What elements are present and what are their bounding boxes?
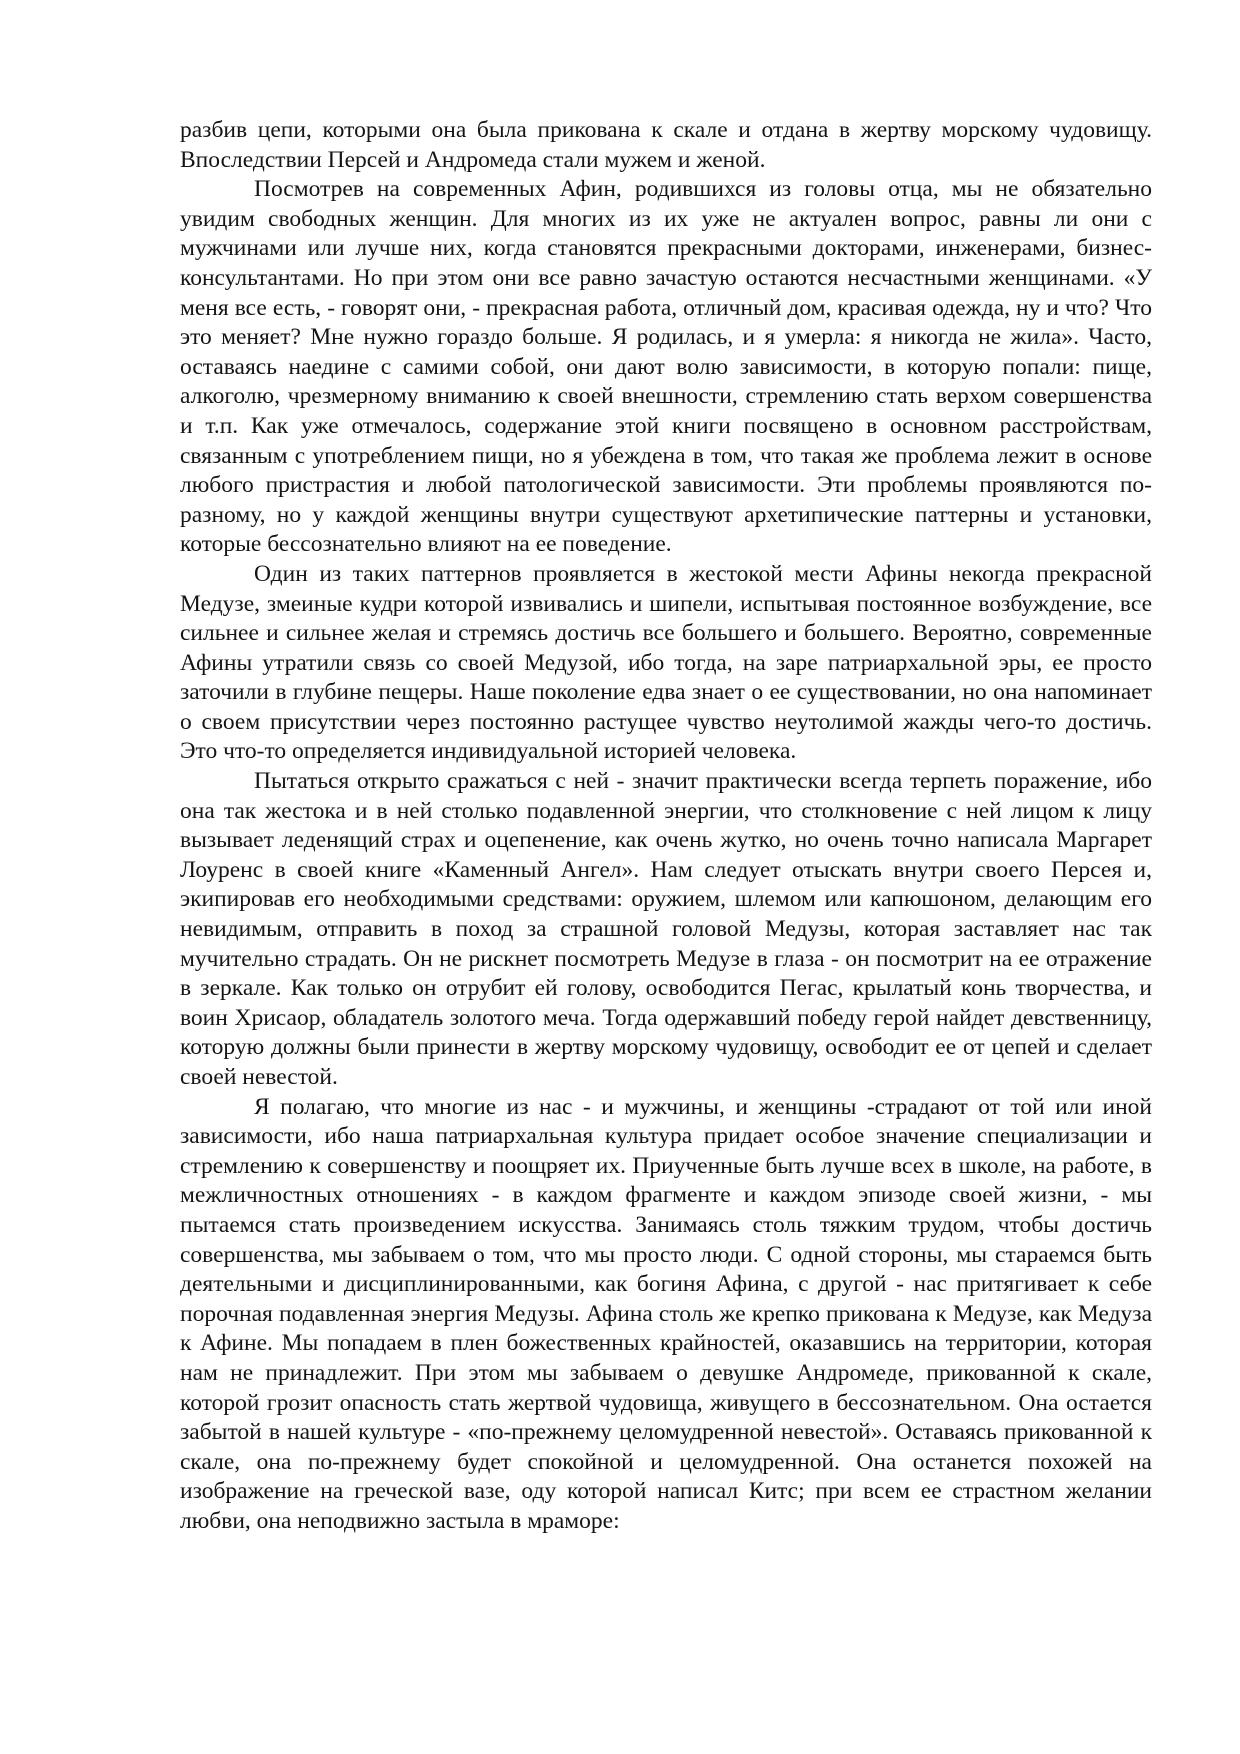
paragraph: Один из таких паттернов проявляется в жестокой мести Афины некогда прекрасной Медузе, змеиные кудри которой извивались и шипели, испытывая постоянное возбуждение, все сильнее и сильнее желая и стремясь достичь все большего и большего. Вероятно, современные Афины утратили связь со своей Медузой, ибо тогда, на заре патриархальной эры, ее просто заточили в глубине пещеры. Наше поколение едва знает о ее существовании, но она напоминает о своем присутствии через постоянно растущее чувство неутолимой жажды чего-то достичь. Это что-то определяется индивидуальной историей человека. xyxy=(180,560,1152,765)
paragraph-continuation: разбив цепи, которыми она была прикована к скале и отдана в жертву морскому чудовищу. Впоследствии Персей и Андромеда стали мужем и женой. xyxy=(180,117,1152,173)
body-text xyxy=(180,116,1152,1537)
paragraph: Посмотрев на современных Афин, родившихся из головы отца, мы не обязательно увидим свободных женщин. Для многих из их уже не актуален вопрос, равны ли они с мужчинами или лучше них, когда становятся прекрасными докторами, инженерами, бизнес-консультантами. Но при этом они все равно зачастую остаются несчастными женщинами. «У меня все есть, - говорят они, - прекрасная работа, отличный дом, красивая одежда, ну и что? Что это меняет? Мне нужно гораздо больше. Я родилась, и я умерла: я никогда не жила». Часто, оставаясь наедине с самими собой, они дают волю зависимости, в которую попали: пище, алкоголю, чрезмерному вниманию к своей внешности, стремлению стать верхом совершенства и т.п. Как уже отмечалось, содержание этой книги посвящено в основном расстройствам, связанным с употреблением пищи, но я убеждена в том, что такая же проблема лежит в основе любого пристрастия и любой патологической зависимости. Эти проблемы проявляются по-разному, но у каждой женщины внутри существуют архетипические паттерны и установки, которые бессознательно влияют на ее поведение. xyxy=(180,176,1152,558)
paragraph: Пытаться открыто сражаться с ней - значит практически всегда терпеть поражение, ибо она так жестока и в ней столько подавленной энергии, что столкновение с ней лицом к лицу вызывает леденящий страх и оцепенение, как очень жутко, но очень точно написала Маргарет Лоуренс в своей книге «Каменный Ангел». Нам следует отыскать внутри своего Персея и, экипировав его необходимыми средствами: оружием, шлемом или капюшоном, делающим его невидимым, отправить в поход за страшной головой Медузы, которая заставляет нас так мучительно страдать. Он не рискнет посмотреть Медузе в глаза - он посмотрит на ее отражение в зеркале. Как только он отрубит ей голову, освободится Пегас, крылатый конь творчества, и воин Хрисаор, обладатель золотого меча. Тогда одержавший победу герой найдет девственницу, которую должны были принести в жертву морскому чудовищу, освободит ее от цепей и сделает своей невестой. xyxy=(180,768,1152,1090)
paragraph: Я полагаю, что многие из нас - и мужчины, и женщины -страдают от той или иной зависимости, ибо наша патриархальная культура придает особое значение специализации и стремлению к совершенству и поощряет их. Приученные быть лучше всех в школе, на работе, в межличностных отношениях - в каждом фрагменте и каждом эпизоде своей жизни, - мы пытаемся стать произведением искусства. Занимаясь столь тяжким трудом, чтобы достичь совершенства, мы забываем о том, что мы просто люди. С одной стороны, мы стараемся быть деятельными и дисциплинированными, как богиня Афина, с другой - нас притягивает к себе порочная подавленная энергия Медузы. Афина столь же крепко прикована к Медузе, как Медуза к Афине. Мы попадаем в плен божественных крайностей, оказавшись на территории, которая нам не принадлежит. При этом мы забываем о девушке Андромеде, прикованной к скале, которой грозит опасность стать жертвой чудовища, живущего в бессознательном. Она остается забытой в нашей культуре - «по-прежнему целомудренной невестой». Оставаясь прикованной к скале, она по-прежнему будет спокойной и целомудренной. Она останется похожей на изображение на греческой вазе, оду которой написал Китс; при всем ее страстном желании любви, она неподвижно застыла в мраморе: xyxy=(180,1093,1152,1534)
